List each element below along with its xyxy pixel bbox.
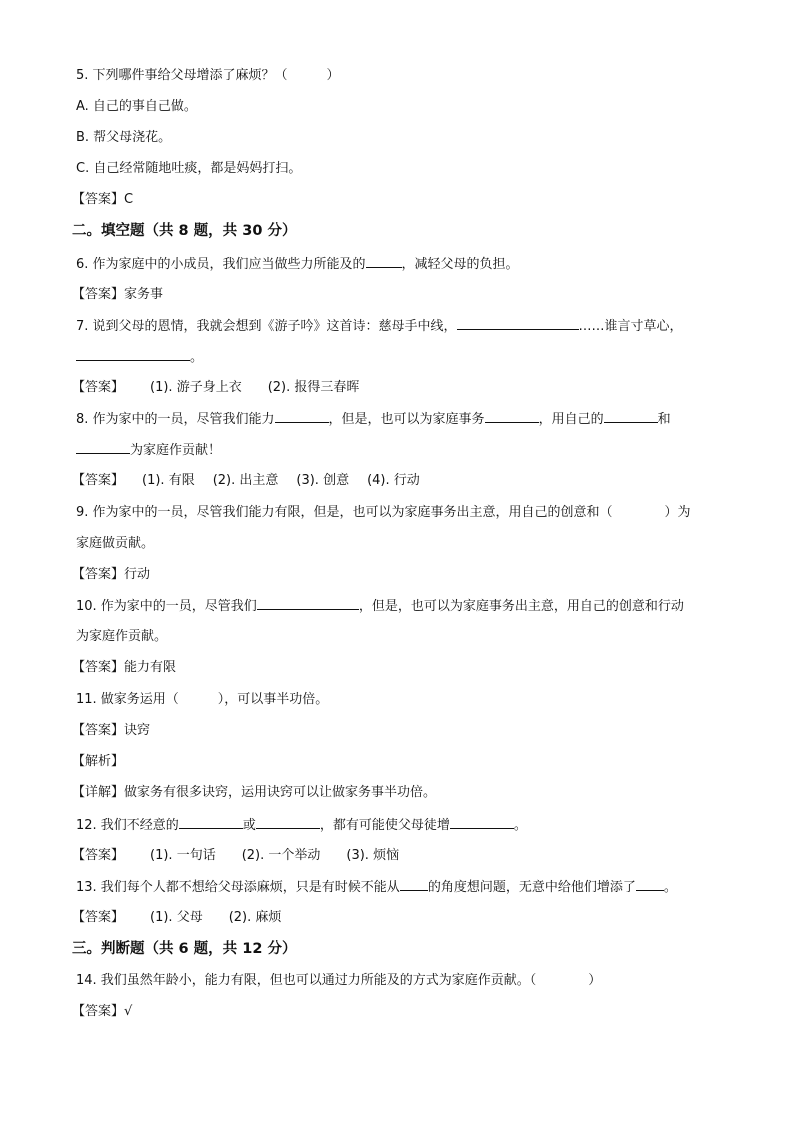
question-13-text-3: 。 <box>663 880 677 895</box>
question-8-text-2: ，但是，也可以为家庭事务 <box>328 412 485 427</box>
question-8-stem-line-1 <box>76 409 671 430</box>
answer-blank <box>450 815 514 829</box>
question-10-stem-line-1 <box>76 596 684 617</box>
answer-tag: 【答案】 <box>72 192 125 207</box>
answer-part-1: (1). 父母 <box>150 910 203 925</box>
answer-value: 行动 <box>124 567 151 582</box>
question-12-stem <box>76 815 527 836</box>
question-5-stem: 5. 下列哪件事给父母增添了麻烦？（ ） <box>76 68 340 83</box>
question-13-stem <box>76 877 677 898</box>
question-10-answer <box>72 658 176 678</box>
question-10-text-before: 10. 作为家中的一员，尽管我们 <box>76 599 257 614</box>
answer-blank <box>76 440 130 454</box>
answer-blank <box>400 877 428 891</box>
answer-blank <box>636 877 664 891</box>
question-7-answer <box>72 378 359 398</box>
answer-tag: 【答案】 <box>72 567 125 582</box>
answer-blank <box>485 409 539 423</box>
answer-blank <box>76 347 190 361</box>
answer-value: √ <box>124 1004 133 1019</box>
answer-blank <box>257 596 359 610</box>
question-8-text-5: 为家庭作贡献！ <box>130 443 222 458</box>
question-6-answer <box>72 285 163 305</box>
answer-value: 家务事 <box>124 287 164 302</box>
question-13-answer <box>72 908 281 928</box>
question-5-option-a: A. 自己的事自己做。 <box>76 99 197 114</box>
answer-value: 诀窍 <box>124 723 151 738</box>
question-6-text-after: ，减轻父母的负担。 <box>401 257 519 272</box>
question-12-text-2: 或 <box>242 818 256 833</box>
question-11-analysis-tag: 【解析】 <box>72 754 125 769</box>
answer-part-2: (2). 报得三春晖 <box>267 380 360 395</box>
question-11-answer <box>72 721 150 741</box>
question-12-text-3: ，都有可能使父母徒增 <box>319 818 450 833</box>
question-8-stem-line-2 <box>76 440 221 461</box>
answer-blank <box>366 254 402 268</box>
question-5-answer <box>72 190 133 210</box>
question-7-stem-line-1 <box>76 316 683 337</box>
question-7-text-end: 。 <box>190 350 204 365</box>
answer-tag: 【答案】 <box>72 723 125 738</box>
section-3-title: 三。判断题（共 6 题，共 12 分） <box>72 941 297 957</box>
answer-blank <box>275 409 329 423</box>
question-8-text-3: ，用自己的 <box>538 412 604 427</box>
answer-tag: 【答案】 <box>72 287 125 302</box>
answer-value: 能力有限 <box>124 660 177 675</box>
question-7-text-middle: ……谁言寸草心， <box>578 319 683 334</box>
answer-part-1: (1). 有限 <box>142 473 195 488</box>
answer-tag: 【答案】 <box>72 660 125 675</box>
question-6-stem <box>76 254 519 275</box>
answer-blank <box>604 409 658 423</box>
question-5-option-b: B. 帮父母浇花。 <box>76 130 172 145</box>
question-11-detail <box>72 783 436 803</box>
question-9-answer <box>72 565 150 585</box>
question-10-text-after: ，但是，也可以为家庭事务出主意，用自己的创意和行动 <box>358 599 684 614</box>
question-5-option-c: C. 自己经常随地吐痰，都是妈妈打扫。 <box>76 161 302 176</box>
answer-blank <box>457 316 579 330</box>
answer-part-3: (3). 烦恼 <box>346 848 400 863</box>
answer-tag: 【答案】 <box>72 910 125 925</box>
answer-part-2: (2). 一个举动 <box>241 848 321 863</box>
question-12-text-1: 12. 我们不经意的 <box>76 818 179 833</box>
section-2-title: 二。填空题（共 8 题，共 30 分） <box>72 223 297 239</box>
question-8-answer <box>72 471 420 491</box>
answer-part-4: (4). 行动 <box>367 473 420 488</box>
question-13-text-1: 13. 我们每个人都不想给父母添麻烦，只是有时候不能从 <box>76 880 400 895</box>
answer-part-2: (2). 麻烦 <box>228 910 282 925</box>
answer-part-1: (1). 一句话 <box>150 848 216 863</box>
question-12-text-4: 。 <box>513 818 527 833</box>
question-10-stem-line-2: 为家庭作贡献。 <box>76 629 168 644</box>
question-14-stem: 14. 我们虽然年龄小，能力有限，但也可以通过力所能及的方式为家庭作贡献。（ ） <box>76 973 602 988</box>
answer-tag: 【答案】 <box>72 848 125 863</box>
answer-blank <box>256 815 320 829</box>
answer-blank <box>179 815 243 829</box>
answer-part-2: (2). 出主意 <box>212 473 279 488</box>
answer-tag: 【答案】 <box>72 1004 125 1019</box>
detail-tag: 【详解】 <box>72 785 125 800</box>
answer-tag: 【答案】 <box>72 473 125 488</box>
question-13-text-2: 的角度想问题，无意中给他们增添了 <box>427 880 636 895</box>
question-9-stem-line-2: 家庭做贡献。 <box>76 536 155 551</box>
question-7-text-before: 7. 说到父母的恩情，我就会想到《游子吟》这首诗：慈母手中线， <box>76 319 457 334</box>
detail-text: 做家务有很多诀窍，运用诀窍可以让做家务事半功倍。 <box>124 785 437 800</box>
answer-value: C <box>124 192 134 207</box>
question-14-answer <box>72 1002 132 1022</box>
question-9-stem-line-1: 9. 作为家中的一员，尽管我们能力有限，但是，也可以为家庭事务出主意，用自己的创意和（ ）为 <box>76 505 691 520</box>
answer-part-3: (3). 创意 <box>296 473 350 488</box>
question-11-stem: 11. 做家务运用（ ），可以事半功倍。 <box>76 692 329 707</box>
question-12-answer <box>72 846 399 866</box>
answer-tag: 【答案】 <box>72 380 125 395</box>
answer-part-1: (1). 游子身上衣 <box>150 380 242 395</box>
question-8-text-4: 和 <box>657 412 671 427</box>
question-7-stem-line-2 <box>76 347 203 368</box>
question-8-text-1: 8. 作为家中的一员，尽管我们能力 <box>76 412 275 427</box>
question-6-text-before: 6. 作为家庭中的小成员，我们应当做些力所能及的 <box>76 257 366 272</box>
